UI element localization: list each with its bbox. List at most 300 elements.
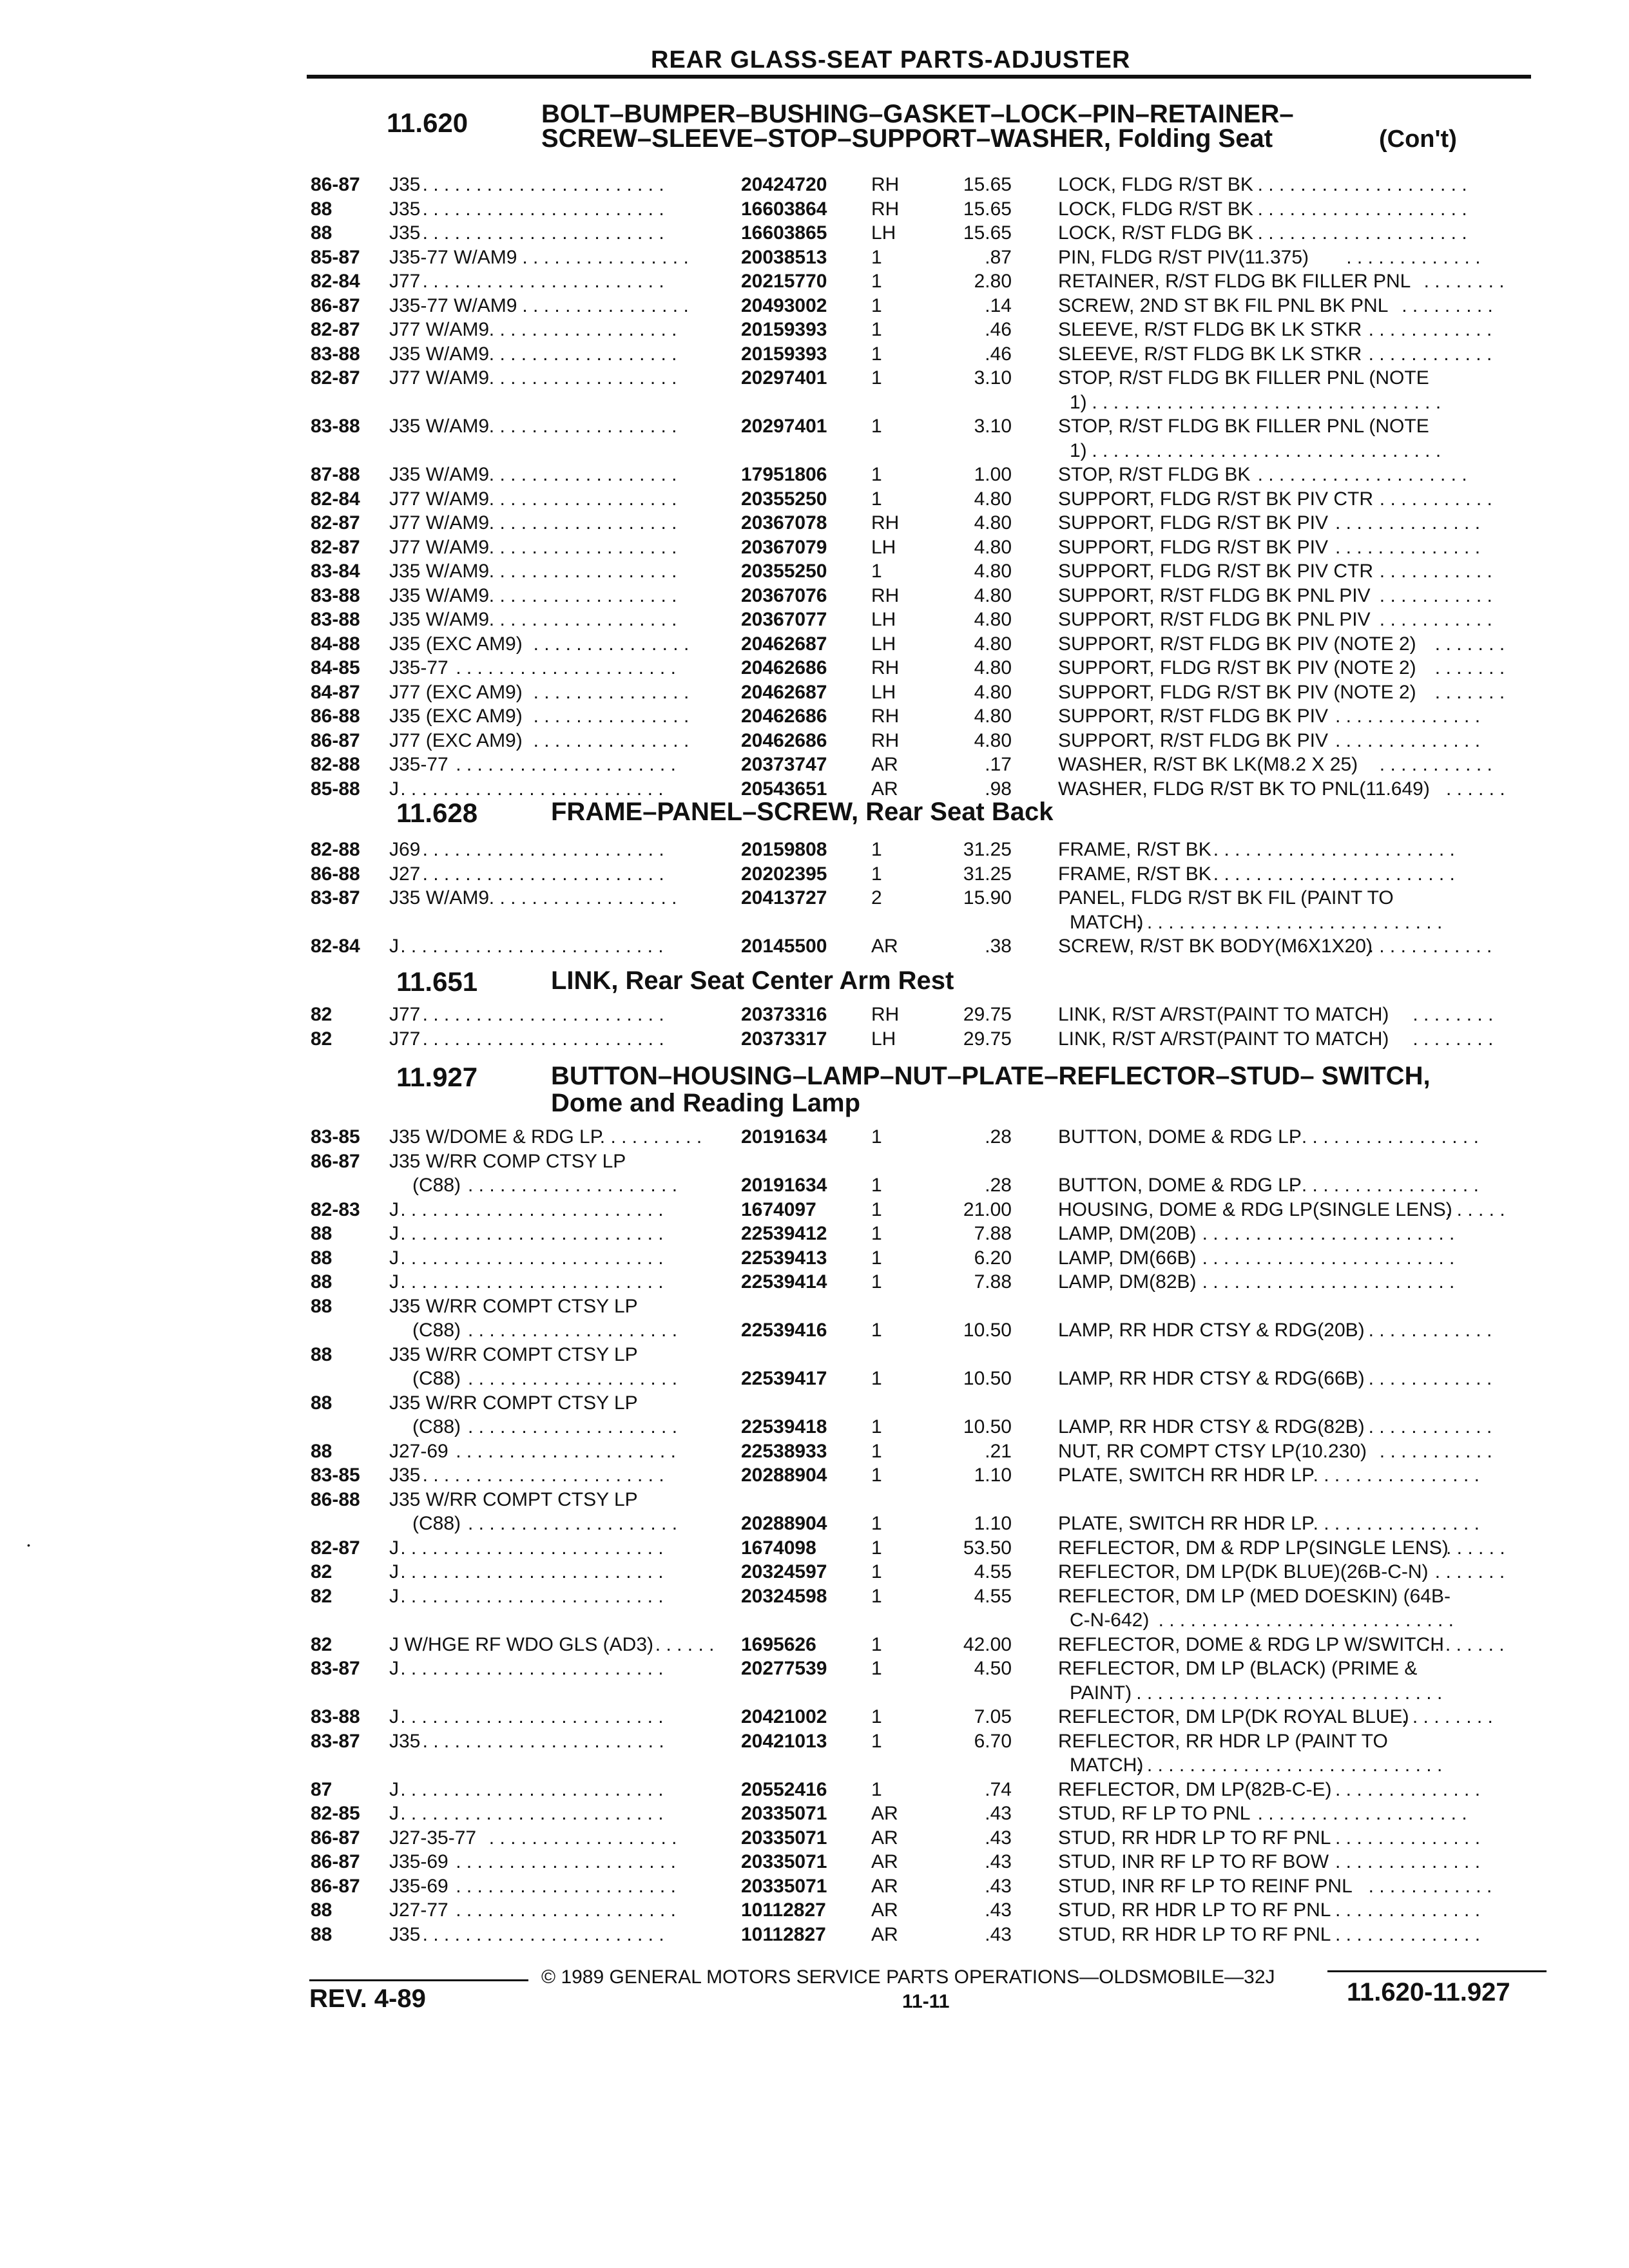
model-years: 84-85 bbox=[311, 657, 360, 678]
quantity: RH bbox=[871, 657, 900, 678]
dot-leader: . . . . . . . . . . . . . . . . . . . . bbox=[468, 1368, 678, 1389]
dot-leader: . . . . . . . . . . . . . . . . . . bbox=[488, 536, 677, 558]
dot-leader: . . . . . . . . . . . . . . . . . . . . . bbox=[456, 1440, 676, 1462]
part-number: 20215770 bbox=[741, 271, 827, 292]
model-years: 83-88 bbox=[311, 609, 360, 630]
quantity: 1 bbox=[871, 1368, 882, 1389]
part-number: 22539414 bbox=[741, 1271, 827, 1293]
quantity: 1 bbox=[871, 464, 882, 485]
quantity: AR bbox=[871, 754, 898, 775]
dot-leader: . . . . . . . . . . . . . . . . . . . . . . . bbox=[422, 174, 664, 195]
quantity: AR bbox=[871, 778, 898, 800]
part-number: 20493002 bbox=[741, 294, 827, 316]
price: 1.00 bbox=[974, 464, 1012, 485]
dot-leader: . . . . . . . . . . . . . . . . . . . . bbox=[1257, 174, 1467, 195]
quantity: 1 bbox=[871, 1440, 882, 1462]
model-years: 82 bbox=[311, 1585, 333, 1607]
price: .28 bbox=[985, 1175, 1012, 1196]
part-number: 20288904 bbox=[741, 1513, 827, 1534]
dot-leader: . . . . . . bbox=[1446, 1198, 1505, 1220]
description: REFLECTOR, DM LP (BLACK) (PRIME & bbox=[1058, 1658, 1418, 1679]
dot-leader: . . . . . . . . . . . . . . . . . . . . bbox=[1257, 464, 1467, 485]
model-code: J35 (EXC AM9) bbox=[389, 706, 523, 727]
scan-mark: • bbox=[27, 1540, 30, 1550]
dot-leader: . . . . . . . . . . . . . . . . . . . . . bbox=[456, 1899, 676, 1921]
quantity: RH bbox=[871, 706, 900, 727]
dot-leader: . . . . . . . . . . . . bbox=[1368, 936, 1492, 957]
model-code: J bbox=[389, 1658, 399, 1679]
description: LAMP, RR HDR CTSY & RDG(82B) bbox=[1058, 1416, 1365, 1437]
model-code: J77 W/AM9 bbox=[389, 319, 490, 340]
model-code: J77 W/AM9 bbox=[389, 488, 490, 510]
quantity: LH bbox=[871, 536, 896, 558]
dot-leader: . . . . . . . . . . . . . . . . bbox=[1313, 1465, 1480, 1486]
price: 1.10 bbox=[974, 1513, 1012, 1534]
quantity: 1 bbox=[871, 1561, 882, 1582]
dot-leader: . . . . . . . . . . . . . . . . . . . . . . . bbox=[422, 271, 664, 292]
description: SUPPORT, R/ST FLDG BK PIV bbox=[1058, 729, 1329, 751]
price: 31.25 bbox=[963, 863, 1012, 885]
description: NUT, RR COMPT CTSY LP(10.230) bbox=[1058, 1440, 1367, 1462]
part-number: 20355250 bbox=[741, 561, 827, 582]
model-code: J35 W/DOME & RDG LP bbox=[389, 1126, 603, 1148]
dot-leader: . . . . . . . . . . . . . . . . . . bbox=[488, 343, 677, 365]
model-code: J35 bbox=[389, 1923, 421, 1945]
description: LAMP, DM(66B) bbox=[1058, 1247, 1197, 1269]
dot-leader: . . . . . . . . . . . . . . bbox=[1335, 729, 1481, 751]
part-number: 1695626 bbox=[741, 1633, 816, 1655]
part-number: 20421013 bbox=[741, 1730, 827, 1752]
model-code: J27-77 bbox=[389, 1899, 448, 1921]
dot-leader: . . . . . . . . . . . . . . bbox=[1335, 1827, 1481, 1849]
quantity: 1 bbox=[871, 1513, 882, 1534]
quantity: 1 bbox=[871, 1706, 882, 1727]
model-code: J35-77 bbox=[389, 657, 448, 678]
model-years: 85-88 bbox=[311, 778, 360, 800]
section-range: 11.620-11.927 bbox=[1347, 1978, 1510, 2006]
model-code: J77 bbox=[389, 1004, 421, 1025]
description-cont: C-N-642) bbox=[1070, 1610, 1150, 1631]
model-code: J35 bbox=[389, 174, 421, 195]
model-code: J bbox=[389, 936, 399, 957]
dot-leader: . . . . . . . . . . . . . . . . . . . . . . . . . bbox=[400, 1223, 664, 1244]
model-years: 88 bbox=[311, 1295, 333, 1317]
model-years: 83-87 bbox=[311, 1658, 360, 1679]
model-years: 86-87 bbox=[311, 1875, 360, 1897]
dot-leader: . . . . . . . . . . . . . . . . . . . . . . . . . bbox=[400, 1537, 664, 1559]
model-code: J bbox=[389, 1561, 399, 1582]
section-number: 11.620 bbox=[387, 108, 468, 138]
description: SUPPORT, R/ST FLDG BK PIV bbox=[1058, 706, 1329, 727]
price: 7.05 bbox=[974, 1706, 1012, 1727]
part-number: 20335071 bbox=[741, 1827, 827, 1849]
description: STUD, RR HDR LP TO RF PNL bbox=[1058, 1899, 1331, 1921]
dot-leader: . . . . . . . . . . . . . . . bbox=[533, 633, 689, 655]
description-cont: 1) bbox=[1070, 439, 1087, 461]
description-cont: 1) bbox=[1070, 391, 1087, 413]
model-years: 82-88 bbox=[311, 839, 360, 860]
dot-leader: . . . . . . . . . . . . . . . . . . . . bbox=[468, 1175, 678, 1196]
description: REFLECTOR, DOME & RDG LP W/SWITCH bbox=[1058, 1633, 1444, 1655]
model-years: 82-87 bbox=[311, 1537, 360, 1559]
quantity: LH bbox=[871, 609, 896, 630]
description: STUD, INR RF LP TO RF BOW bbox=[1058, 1851, 1329, 1872]
dot-leader: . . . . . . . . . . . . . . . . . . . . . . . . . bbox=[400, 1561, 664, 1582]
model-code: J bbox=[389, 1778, 399, 1800]
description: HOUSING, DOME & RDG LP(SINGLE LENS) bbox=[1058, 1198, 1452, 1220]
dot-leader: . . . . . . . . . . . . . . . . . . . . . . . . . bbox=[400, 778, 664, 800]
dot-leader: . . . . . . . . . . . . . . . . . . . . . . . bbox=[422, 198, 664, 220]
description: RETAINER, R/ST FLDG BK FILLER PNL bbox=[1058, 271, 1411, 292]
quantity: 1 bbox=[871, 1198, 882, 1220]
description: REFLECTOR, DM LP(DK BLUE)(26B-C-N) bbox=[1058, 1561, 1429, 1582]
dot-leader: . . . . . . . . . . . . . . . . . . bbox=[488, 464, 677, 485]
dot-leader: . . . . . . . . bbox=[1423, 271, 1505, 292]
dot-leader: . . . . . . . . bbox=[1412, 1028, 1494, 1050]
price: .87 bbox=[985, 246, 1012, 268]
dot-leader: . . . . . . . . . . . . bbox=[1368, 1416, 1492, 1437]
dot-leader: . . . . . . . . . . . . . . . . . . bbox=[488, 584, 677, 606]
part-number: 20159808 bbox=[741, 839, 827, 860]
quantity: AR bbox=[871, 936, 898, 957]
dot-leader: . . . . . . . . . . . . . . . . . . . . . bbox=[456, 754, 676, 775]
model-years: 86-88 bbox=[311, 706, 360, 727]
model-years: 88 bbox=[311, 1392, 333, 1414]
dot-leader: . . . . . . . . . . . bbox=[1379, 488, 1492, 510]
model-code: J77 W/AM9 bbox=[389, 367, 490, 389]
description: LOCK, FLDG R/ST BK bbox=[1058, 198, 1253, 220]
model-code: J35 W/RR COMP CTSY LP bbox=[389, 1150, 626, 1172]
description: STUD, INR RF LP TO REINF PNL bbox=[1058, 1875, 1353, 1897]
model-code: J69 bbox=[389, 839, 421, 860]
header-rule bbox=[307, 75, 1531, 79]
dot-leader: . . . . . . . . . . . . . . . . . . . . . . . . . bbox=[400, 1706, 664, 1727]
quantity: LH bbox=[871, 222, 896, 244]
part-number: 20373747 bbox=[741, 754, 827, 775]
dot-leader: . . . . . . . . . . . . bbox=[1368, 1320, 1492, 1341]
description-cont: PAINT) bbox=[1070, 1682, 1132, 1704]
dot-leader: . . . . . . . . . . . . . bbox=[1346, 246, 1481, 268]
model-years: 82 bbox=[311, 1028, 333, 1050]
part-number: 20462686 bbox=[741, 706, 827, 727]
quantity: AR bbox=[871, 1827, 898, 1849]
part-number: 20202395 bbox=[741, 863, 827, 885]
price: 2.80 bbox=[974, 271, 1012, 292]
dot-leader: . . . . . . . . . . . . . . . . . . bbox=[488, 887, 677, 908]
model-years: 88 bbox=[311, 1343, 333, 1365]
part-number: 20424720 bbox=[741, 174, 827, 195]
dot-leader: . . . . . . . . . . . . . . . . . . . . bbox=[468, 1416, 678, 1437]
model-code: J bbox=[389, 1803, 399, 1824]
dot-leader: . . . . . . . . . . . bbox=[1379, 584, 1492, 606]
page-header-title: REAR GLASS-SEAT PARTS-ADJUSTER bbox=[651, 46, 1131, 73]
price: 21.00 bbox=[963, 1198, 1012, 1220]
part-number: 20324598 bbox=[741, 1585, 827, 1607]
quantity: AR bbox=[871, 1851, 898, 1872]
dot-leader: . . . . . . . . . . . . . . . . bbox=[522, 246, 689, 268]
model-years: 82-87 bbox=[311, 319, 360, 340]
model-code: J77 W/AM9 bbox=[389, 512, 490, 533]
dot-leader: . . . . . . . . . . . . . . . . . . . . bbox=[468, 1513, 678, 1534]
model-years: 86-87 bbox=[311, 729, 360, 751]
model-code: J bbox=[389, 1585, 399, 1607]
quantity: 1 bbox=[871, 1730, 882, 1752]
dot-leader: . . . . . . . . . . . . . . . . . . . . . . . . bbox=[1202, 1271, 1455, 1293]
dot-leader: . . . . . . . . . bbox=[1402, 294, 1493, 316]
model-code: J35 W/AM9 bbox=[389, 343, 490, 365]
dot-leader: . . . . . . . . . . . . bbox=[1368, 1368, 1492, 1389]
quantity: 1 bbox=[871, 839, 882, 860]
model-code: J W/HGE RF WDO GLS (AD3) bbox=[389, 1633, 654, 1655]
model-code: J77 bbox=[389, 1028, 421, 1050]
model-code: J35-69 bbox=[389, 1851, 448, 1872]
model-years: 84-87 bbox=[311, 681, 360, 703]
model-code: J bbox=[389, 1537, 399, 1559]
description: SUPPORT, FLDG R/ST BK PIV bbox=[1058, 512, 1329, 533]
dot-leader: . . . . . . . . . . . . . . . . . . . . . . . . . . . . . . . . . bbox=[1092, 439, 1441, 461]
dot-leader: . . . . . . . . . . . bbox=[1379, 609, 1492, 630]
description: REFLECTOR, DM & RDP LP(SINGLE LENS) bbox=[1058, 1537, 1449, 1559]
dot-leader: . . . . . . . . . . . bbox=[1379, 1440, 1492, 1462]
part-number: 22539412 bbox=[741, 1223, 827, 1244]
part-number: 1674097 bbox=[741, 1198, 816, 1220]
quantity: 1 bbox=[871, 561, 882, 582]
quantity: AR bbox=[871, 1803, 898, 1824]
model-code: J27-35-77 bbox=[389, 1827, 477, 1849]
part-number: 16603864 bbox=[741, 198, 827, 220]
model-years: 87-88 bbox=[311, 464, 360, 485]
dot-leader: . . . . . . . . . . . . . . . . . . . . . bbox=[456, 1875, 676, 1897]
dot-leader: . . . . . . . . . . . . . . . . bbox=[1313, 1513, 1480, 1534]
model-years: 88 bbox=[311, 198, 333, 220]
model-years: 86-87 bbox=[311, 1851, 360, 1872]
dot-leader: . . . . . . . . . . . . . . . bbox=[533, 681, 689, 703]
price: 10.50 bbox=[963, 1416, 1012, 1437]
dot-leader: . . . . . . . . . . . . . . . . . . bbox=[488, 416, 677, 437]
description: LAMP, DM(20B) bbox=[1058, 1223, 1197, 1244]
price: 31.25 bbox=[963, 839, 1012, 860]
dot-leader: . . . . . . . . . . bbox=[599, 1126, 702, 1148]
price: .38 bbox=[985, 936, 1012, 957]
model-years: 87 bbox=[311, 1778, 333, 1800]
model-code: J35 bbox=[389, 1465, 421, 1486]
quantity: 1 bbox=[871, 319, 882, 340]
description: STOP, R/ST FLDG BK FILLER PNL (NOTE bbox=[1058, 416, 1429, 437]
part-number: 20367079 bbox=[741, 536, 827, 558]
model-code: J77 (EXC AM9) bbox=[389, 681, 523, 703]
description: SLEEVE, R/ST FLDG BK LK STKR bbox=[1058, 319, 1362, 340]
part-number: 1674098 bbox=[741, 1537, 816, 1559]
model-years: 83-88 bbox=[311, 1706, 360, 1727]
price: 7.88 bbox=[974, 1271, 1012, 1293]
section-title-line: LINK, Rear Seat Center Arm Rest bbox=[551, 966, 954, 995]
description: LAMP, DM(82B) bbox=[1058, 1271, 1197, 1293]
model-code: J35-77 W/AM9 bbox=[389, 246, 517, 268]
model-code-cont: (C88) bbox=[412, 1513, 461, 1534]
model-years: 85-87 bbox=[311, 246, 360, 268]
quantity: AR bbox=[871, 1899, 898, 1921]
description: SCREW, 2ND ST BK FIL PNL BK PNL bbox=[1058, 294, 1389, 316]
model-years: 82-87 bbox=[311, 536, 360, 558]
footer-copyright: © 1989 GENERAL MOTORS SERVICE PARTS OPERATIONS—OLDSMOBILE—32J bbox=[541, 1966, 1275, 1988]
part-number: 10112827 bbox=[741, 1923, 826, 1945]
dot-leader: . . . . . . . . . . . . . . bbox=[1335, 536, 1481, 558]
dot-leader: . . . . . . . . bbox=[1412, 1004, 1494, 1025]
dot-leader: . . . . . . . . . . . . . . . . . . . . . . . bbox=[1213, 839, 1455, 860]
model-years: 83-84 bbox=[311, 561, 360, 582]
price: 10.50 bbox=[963, 1320, 1012, 1341]
dot-leader: . . . . . . . . . . . . . . . . . . . . . . . . bbox=[1202, 1247, 1455, 1269]
quantity: 1 bbox=[871, 1633, 882, 1655]
dot-leader: . . . . . . . . . . . . . . . . . . . . . . . . . . . . . bbox=[1136, 1754, 1443, 1776]
quantity: 1 bbox=[871, 1223, 882, 1244]
description: SUPPORT, R/ST FLDG BK PNL PIV bbox=[1058, 584, 1371, 606]
dot-leader: . . . . . . . . . . . . . . . . . . bbox=[488, 561, 677, 582]
model-code: J35-77 bbox=[389, 754, 448, 775]
model-years: 86-87 bbox=[311, 1827, 360, 1849]
price: .43 bbox=[985, 1803, 1012, 1824]
price: 1.10 bbox=[974, 1465, 1012, 1486]
quantity: 1 bbox=[871, 294, 882, 316]
model-years: 86-87 bbox=[311, 294, 360, 316]
description: FRAME, R/ST BK bbox=[1058, 839, 1211, 860]
price: 4.80 bbox=[974, 681, 1012, 703]
description: WASHER, FLDG R/ST BK TO PNL(11.649) bbox=[1058, 778, 1430, 800]
quantity: LH bbox=[871, 633, 896, 655]
description: BUTTON, DOME & RDG LP bbox=[1058, 1126, 1302, 1148]
part-number: 20145500 bbox=[741, 936, 827, 957]
part-number: 20335071 bbox=[741, 1803, 827, 1824]
quantity: 1 bbox=[871, 1658, 882, 1679]
dot-leader: . . . . . . . . . . . . . . . . . . . . . . . . . bbox=[400, 1658, 664, 1679]
quantity: RH bbox=[871, 174, 900, 195]
description: SLEEVE, R/ST FLDG BK LK STKR bbox=[1058, 343, 1362, 365]
quantity: 1 bbox=[871, 1465, 882, 1486]
model-years: 82 bbox=[311, 1633, 333, 1655]
quantity: RH bbox=[871, 729, 900, 751]
part-number: 20367077 bbox=[741, 609, 827, 630]
price: .17 bbox=[985, 754, 1012, 775]
price: 4.80 bbox=[974, 584, 1012, 606]
description: LINK, R/ST A/RST(PAINT TO MATCH) bbox=[1058, 1004, 1389, 1025]
dot-leader: . . . . . . . . . . . . . . . . . . bbox=[1291, 1175, 1479, 1196]
part-number: 22539413 bbox=[741, 1247, 827, 1269]
model-years: 83-85 bbox=[311, 1465, 360, 1486]
dot-leader: . . . . . . . . . . . . bbox=[1368, 319, 1492, 340]
section-number: 11.628 bbox=[396, 798, 478, 828]
dot-leader: . . . . . . . . . . . . . . . . . . . . . . . . . bbox=[400, 1198, 664, 1220]
price: 29.75 bbox=[963, 1028, 1012, 1050]
part-number: 20277539 bbox=[741, 1658, 827, 1679]
model-code: J35 W/RR COMPT CTSY LP bbox=[389, 1295, 638, 1317]
model-code: J35 W/RR COMPT CTSY LP bbox=[389, 1392, 638, 1414]
model-code: J bbox=[389, 778, 399, 800]
description: PLATE, SWITCH RR HDR LP bbox=[1058, 1465, 1315, 1486]
quantity: 1 bbox=[871, 1126, 882, 1148]
quantity: 1 bbox=[871, 1271, 882, 1293]
description: SUPPORT, FLDG R/ST BK PIV CTR bbox=[1058, 488, 1373, 510]
dot-leader: . . . . . . . bbox=[1434, 1561, 1505, 1582]
description: LOCK, FLDG R/ST BK bbox=[1058, 174, 1253, 195]
description: FRAME, R/ST BK bbox=[1058, 863, 1211, 885]
description: STOP, R/ST FLDG BK FILLER PNL (NOTE bbox=[1058, 367, 1429, 389]
section-title-line: FRAME–PANEL–SCREW, Rear Seat Back bbox=[551, 798, 1054, 826]
description: SUPPORT, R/ST FLDG BK PIV (NOTE 2) bbox=[1058, 633, 1416, 655]
price: 53.50 bbox=[963, 1537, 1012, 1559]
model-code-cont: (C88) bbox=[412, 1416, 461, 1437]
dot-leader: . . . . . . . . . . . . . . bbox=[1335, 1851, 1481, 1872]
dot-leader: . . . . . . . bbox=[1434, 681, 1505, 703]
dot-leader: . . . . . . bbox=[1446, 1537, 1505, 1559]
dot-leader: . . . . . . . . . . . . . . . . . . . . . . . bbox=[422, 1730, 664, 1752]
dot-leader: . . . . . . . . . . . . . . . bbox=[533, 706, 689, 727]
part-number: 17951806 bbox=[741, 464, 827, 485]
part-number: 20191634 bbox=[741, 1175, 827, 1196]
price: 15.65 bbox=[963, 174, 1012, 195]
price: .46 bbox=[985, 343, 1012, 365]
model-code-cont: (C88) bbox=[412, 1320, 461, 1341]
model-years: 82-84 bbox=[311, 488, 360, 510]
part-number: 20462687 bbox=[741, 633, 827, 655]
description: REFLECTOR, RR HDR LP (PAINT TO bbox=[1058, 1730, 1388, 1752]
model-years: 88 bbox=[311, 1223, 333, 1244]
dot-leader: . . . . . . . . . . . . . . . . . . . . . . . bbox=[422, 863, 664, 885]
model-years: 88 bbox=[311, 222, 333, 244]
description: LAMP, RR HDR CTSY & RDG(20B) bbox=[1058, 1320, 1365, 1341]
quantity: 1 bbox=[871, 367, 882, 389]
dot-leader: . . . . . . . . . . . . . . . . . . . . . . . . . bbox=[400, 1585, 664, 1607]
part-number: 20159393 bbox=[741, 343, 827, 365]
dot-leader: . . . . . . . . . . . . . . . . . . . . . . . . . bbox=[400, 936, 664, 957]
price: 15.65 bbox=[963, 198, 1012, 220]
part-number: 20552416 bbox=[741, 1778, 827, 1800]
model-code: J35 W/AM9 bbox=[389, 887, 490, 908]
model-years: 88 bbox=[311, 1923, 333, 1945]
description: LAMP, RR HDR CTSY & RDG(66B) bbox=[1058, 1368, 1365, 1389]
model-code-cont: (C88) bbox=[412, 1175, 461, 1196]
price: 4.50 bbox=[974, 1658, 1012, 1679]
description-cont: MATCH) bbox=[1070, 1754, 1144, 1776]
description: SUPPORT, FLDG R/ST BK PIV (NOTE 2) bbox=[1058, 681, 1416, 703]
dot-leader: . . . . . . . . . . . . . . . . . . . . . . . bbox=[422, 1028, 664, 1050]
price: .98 bbox=[985, 778, 1012, 800]
part-number: 20413727 bbox=[741, 887, 827, 908]
dot-leader: . . . . . . . . . . . . . . . . . . . . . . . . . bbox=[400, 1803, 664, 1824]
model-years: 84-88 bbox=[311, 633, 360, 655]
model-years: 82-84 bbox=[311, 271, 360, 292]
part-number: 20462687 bbox=[741, 681, 827, 703]
dot-leader: . . . . . . . . . . . . . . . . . . . . . . . bbox=[1213, 863, 1455, 885]
section-number: 11.651 bbox=[396, 966, 478, 997]
model-code: J27 bbox=[389, 863, 421, 885]
model-years: 83-85 bbox=[311, 1126, 360, 1148]
model-code: J35 bbox=[389, 222, 421, 244]
dot-leader: . . . . . . . . . . . . . . . . . . . . . . . bbox=[422, 1465, 664, 1486]
price: 15.90 bbox=[963, 887, 1012, 908]
part-number: 20038513 bbox=[741, 246, 827, 268]
part-number: 22539418 bbox=[741, 1416, 827, 1437]
quantity: 1 bbox=[871, 1247, 882, 1269]
part-number: 20367076 bbox=[741, 584, 827, 606]
price: 4.80 bbox=[974, 488, 1012, 510]
dot-leader: . . . . . . . . . . . . . . . . . . . . . . . . . bbox=[400, 1778, 664, 1800]
price: 4.80 bbox=[974, 561, 1012, 582]
part-number: 20373317 bbox=[741, 1028, 827, 1050]
model-years: 83-87 bbox=[311, 887, 360, 908]
dot-leader: . . . . . . . . . . . . . . . . . . bbox=[488, 609, 677, 630]
model-code: J35 W/AM9 bbox=[389, 464, 490, 485]
price: .43 bbox=[985, 1899, 1012, 1921]
